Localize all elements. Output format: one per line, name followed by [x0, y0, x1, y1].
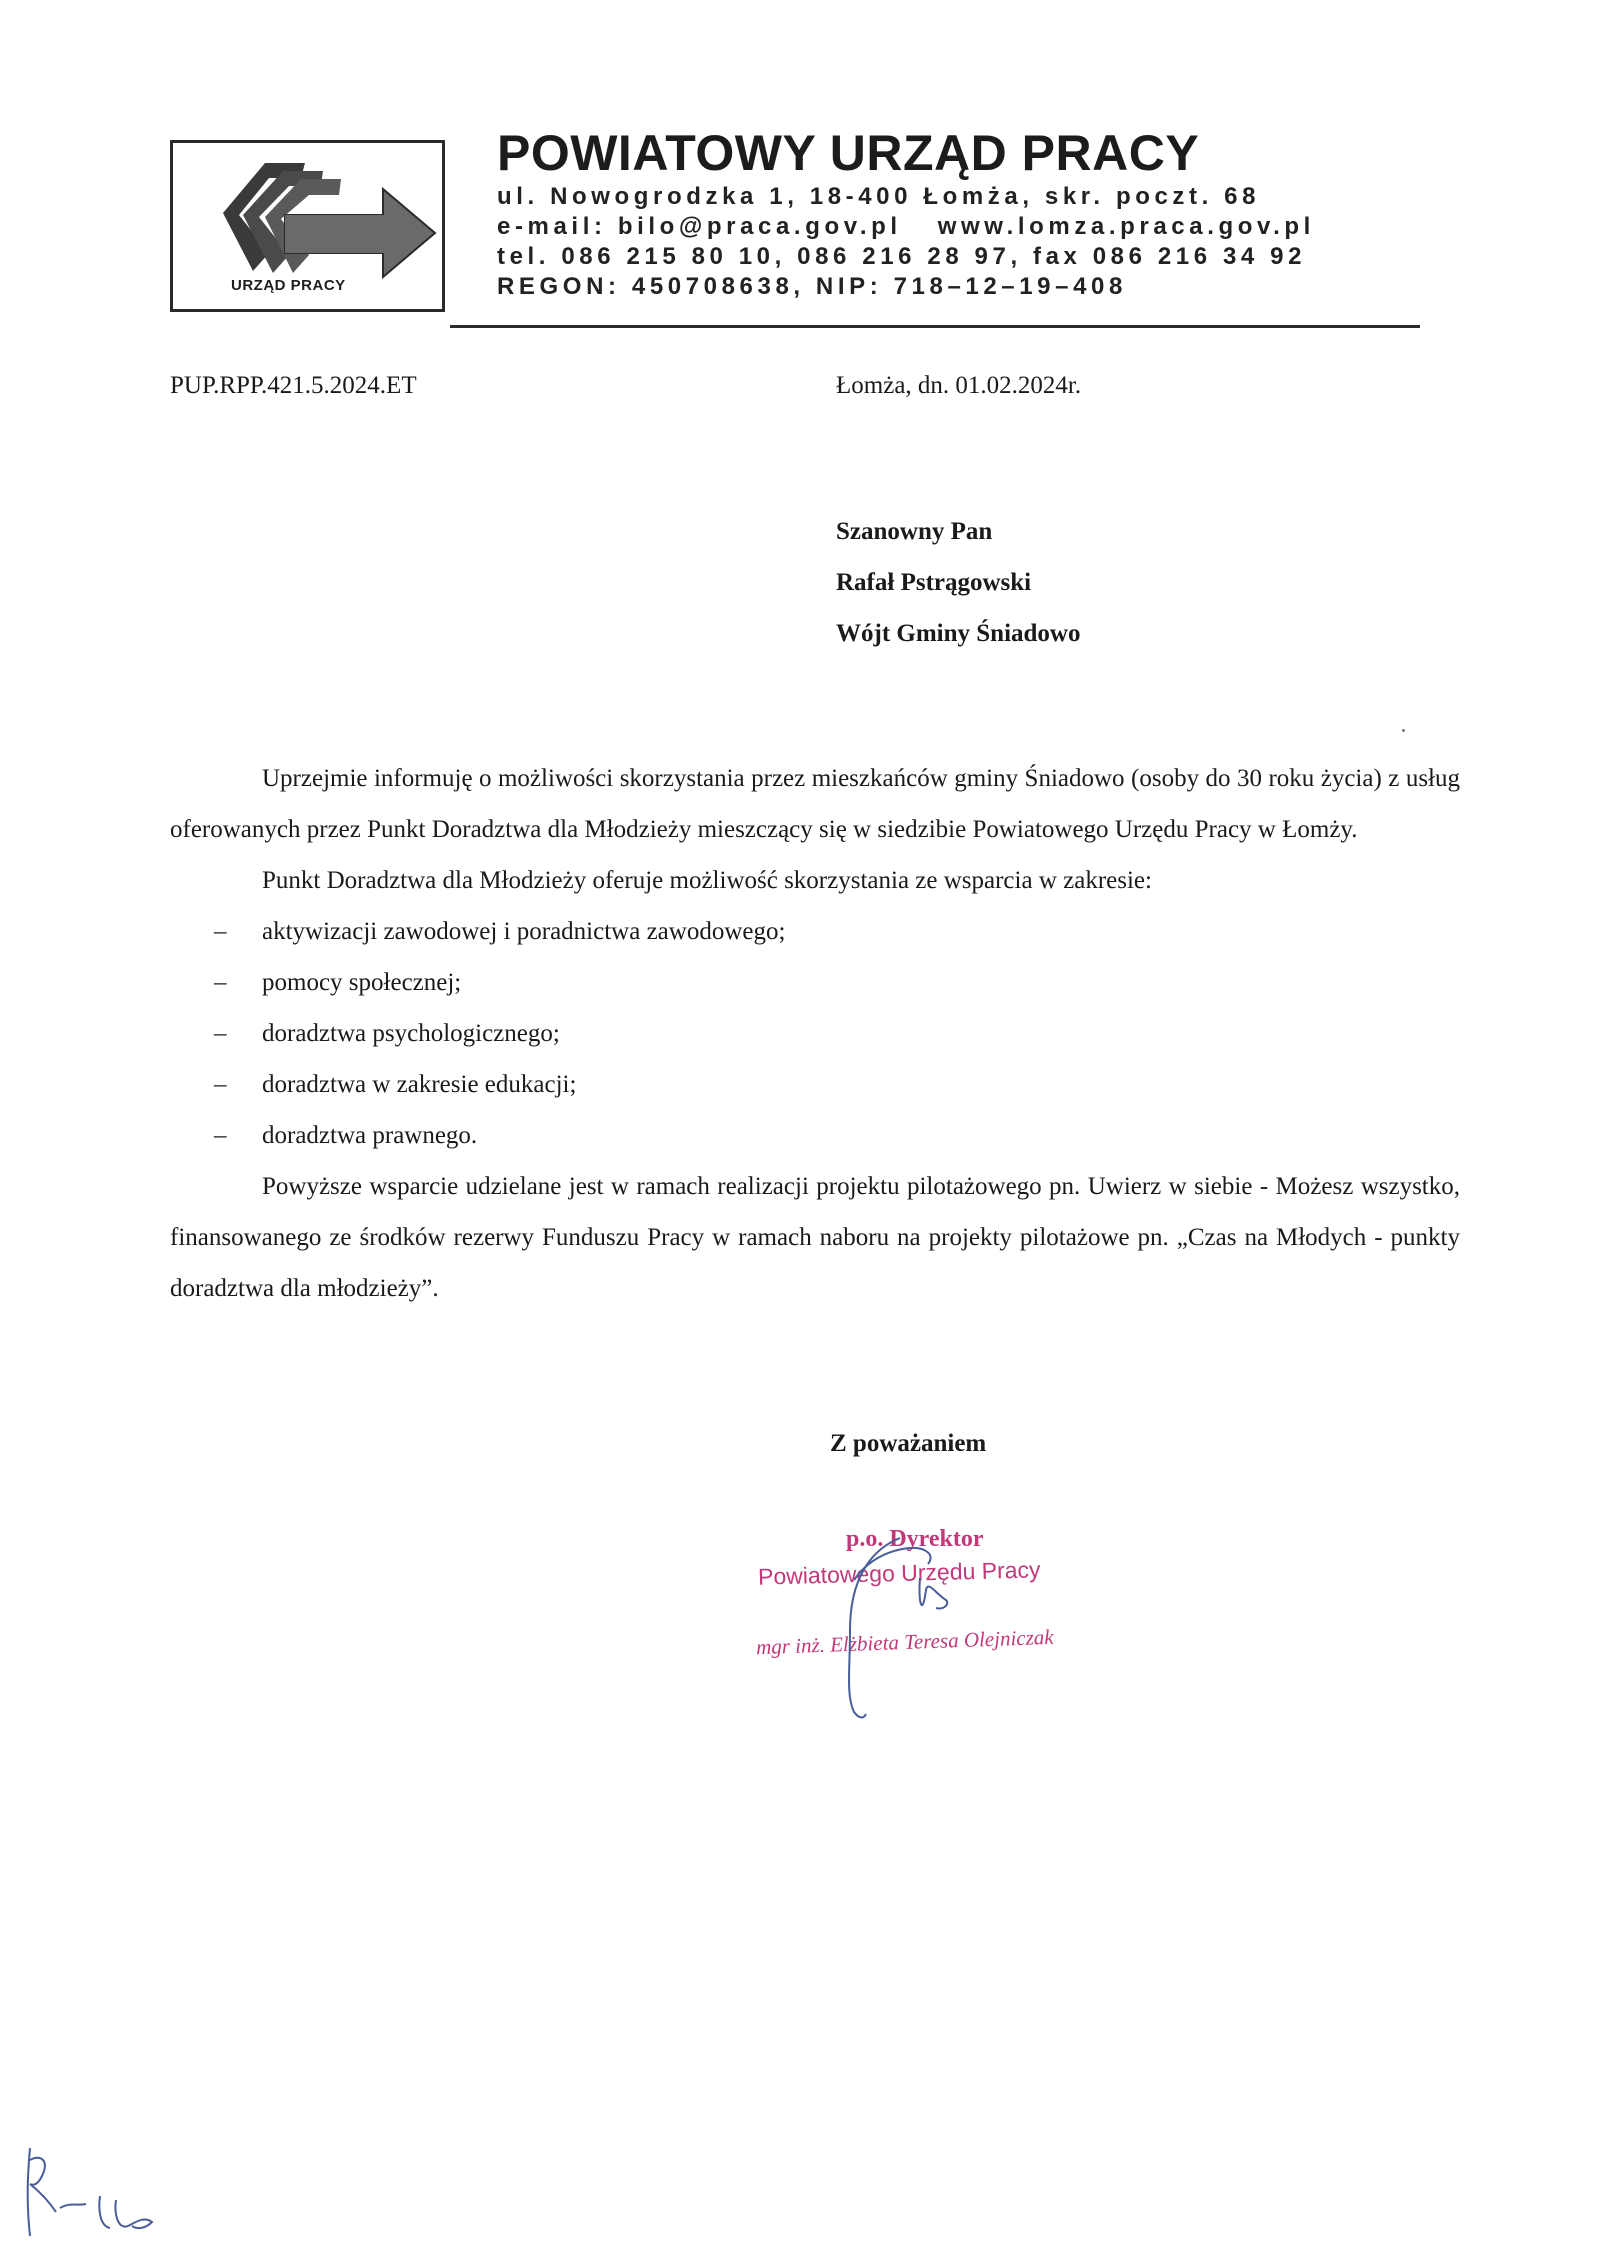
- list-item: – doradztwa psychologicznego;: [170, 1008, 1460, 1059]
- letter-date: Łomża, dn. 01.02.2024r.: [836, 372, 1082, 399]
- bullet-dash: –: [214, 1020, 227, 1047]
- bullet-dash: –: [214, 1071, 227, 1098]
- list-item: – doradztwa w zakresie edukacji;: [170, 1059, 1460, 1110]
- signature-icon: [750, 1520, 1010, 1740]
- body-paragraph-2: Punkt Doradztwa dla Młodzieży oferuje możliwość skorzystania ze wsparcia w zakresie:: [262, 867, 1152, 894]
- addressee-block: [836, 506, 1080, 659]
- phone-line: tel. 086 215 80 10, 086 216 28 97, fax 086 216 34 92: [497, 243, 1307, 270]
- bullet-dash: –: [214, 1122, 227, 1149]
- stamp-title: p.o. Dyrektor: [846, 1526, 984, 1552]
- stamp-name: mgr inż. Elżbieta Teresa Olejniczak: [755, 1624, 1054, 1660]
- logo: [170, 140, 445, 312]
- addressee-salutation: Szanowny Pan: [836, 518, 993, 545]
- addressee-position: Wójt Gminy Śniadowo: [836, 620, 1081, 647]
- letter-body: [170, 753, 1460, 1314]
- addressee-name: Rafał Pstrągowski: [836, 569, 1032, 596]
- body-paragraph-1: Uprzejmie informuję o możliwości skorzystania przez mieszkańców gminy Śniadowo (osoby do 30 roku życia) z usług oferowanych przez Punkt Doradztwa dla Młodzieży mieszczący się w siedzibie Powiatowego Urzędu Pracy w Łomży.: [170, 765, 1460, 843]
- contact-line: [497, 212, 1497, 242]
- list-item: – aktywizacji zawodowej i poradnictwa zawodowego;: [170, 906, 1460, 957]
- email-text: e-mail: bilo@praca.gov.pl: [497, 213, 902, 240]
- handwritten-initials-icon: [20, 2140, 170, 2250]
- letterhead-text: [497, 124, 1497, 302]
- list-item: – pomocy społecznej;: [170, 957, 1460, 1008]
- bullet-dash: –: [214, 969, 227, 996]
- ids-line: REGON: 450708638, NIP: 718–12–19–408: [497, 273, 1127, 300]
- body-paragraph-3: Powyższe wsparcie udzielane jest w ramach realizacji projektu pilotażowego pn. Uwierz w siebie - Możesz wszystko, finansowanego ze środków rezerwy Funduszu Pracy w ramach naboru na projekty pilotażowe pn. „Czas na Młodych - punkty doradztwa dla młodzieży”.: [170, 1173, 1460, 1302]
- support-list: [170, 906, 1460, 1161]
- letterhead-divider: [450, 325, 1420, 328]
- website-text: www.lomza.praca.gov.pl: [937, 213, 1315, 240]
- closing-phrase: Z poważaniem: [830, 1430, 987, 1457]
- address-line: ul. Nowogrodzka 1, 18-400 Łomża, skr. poczt. 68: [497, 183, 1261, 210]
- organization-title: POWIATOWY URZĄD PRACY: [497, 125, 1200, 181]
- reference-number: PUP.RPP.421.5.2024.ET: [170, 372, 417, 399]
- bullet-dash: –: [214, 918, 227, 945]
- stamp-office: Powiatowego Urzędu Pracy: [757, 1556, 1041, 1590]
- logo-label: URZĄD PRACY: [231, 277, 346, 294]
- list-item: – doradztwa prawnego.: [170, 1110, 1460, 1161]
- scan-speck: [1402, 729, 1405, 732]
